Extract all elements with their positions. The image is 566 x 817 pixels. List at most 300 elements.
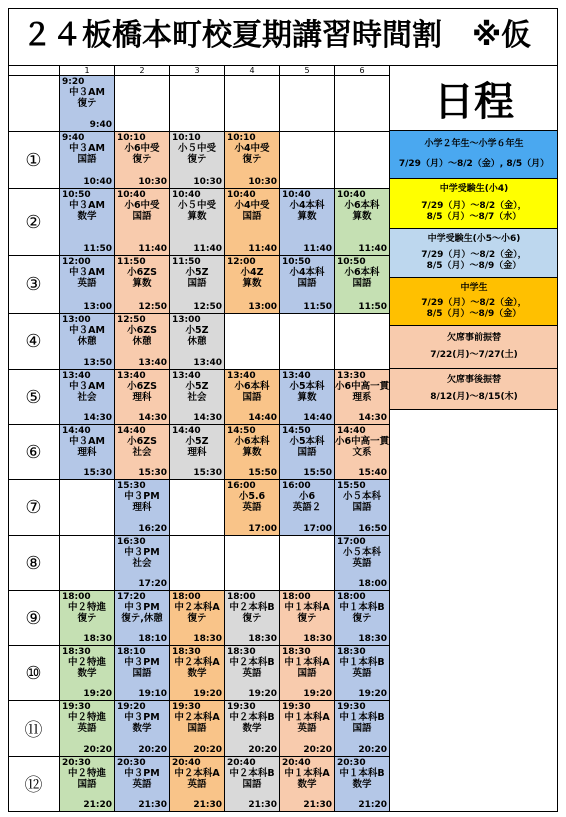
subject: 数学 [352, 779, 372, 790]
class-name: 小4本科 [289, 200, 325, 211]
empty-slot [115, 76, 170, 132]
schedule-item-title: 欠席事前振替 [446, 332, 501, 343]
start-time: 18:30 [282, 647, 311, 657]
end-time: 19:10 [138, 689, 167, 699]
class-slot [335, 646, 390, 701]
class-name: 中１本科B [339, 602, 385, 613]
subject: 国語 [297, 447, 317, 458]
subject: 国語 [352, 278, 372, 289]
start-time: 19:30 [62, 702, 91, 712]
class-name: 小4Z [240, 267, 264, 278]
class-name: 中２本科B [229, 602, 275, 613]
empty-slot [170, 76, 225, 132]
subject: 理系 [352, 392, 372, 403]
subject: 国語 [187, 278, 207, 289]
class-name: 中２本科A [174, 602, 220, 613]
subject: 英語２ [292, 502, 322, 513]
end-time: 14:30 [193, 413, 222, 423]
class-name: 小6中高一貫 [335, 381, 390, 392]
subject: 国語 [242, 392, 262, 403]
start-time: 19:20 [117, 702, 146, 712]
end-time: 13:40 [138, 358, 167, 368]
start-time: 10:40 [172, 190, 201, 200]
subject: 理科 [187, 447, 207, 458]
end-time: 14:30 [83, 413, 112, 423]
subject: 復テ [187, 613, 207, 624]
start-time: 10:40 [227, 190, 256, 200]
end-time: 17:20 [138, 579, 167, 589]
class-name: 小5Z [185, 381, 209, 392]
class-name: 小6ZS [127, 436, 157, 447]
class-name: 小6ZS [127, 381, 157, 392]
end-time: 11:40 [193, 244, 222, 254]
start-time: 19:30 [337, 702, 366, 712]
empty-slot [60, 480, 115, 536]
period-label [8, 76, 60, 132]
subject: 英語 [187, 779, 207, 790]
class-slot [335, 189, 390, 256]
subject: 英語 [77, 278, 97, 289]
column-header: 4 [225, 66, 280, 76]
class-slot [60, 701, 115, 757]
class-slot [60, 76, 115, 132]
end-time: 15:30 [193, 468, 222, 478]
subject: 国語 [352, 723, 372, 734]
end-time: 18:30 [303, 634, 332, 644]
class-slot [280, 256, 335, 314]
schedule-date-line: 8/5（月）～8/7（水） [426, 211, 522, 222]
start-time: 11:50 [172, 257, 201, 267]
class-slot [280, 646, 335, 701]
class-name: 小5本科 [289, 436, 325, 447]
class-slot [115, 425, 170, 480]
class-slot [115, 256, 170, 314]
subject: 理科 [132, 392, 152, 403]
start-time: 10:50 [282, 257, 311, 267]
start-time: 14:40 [117, 426, 146, 436]
empty-slot [280, 132, 335, 189]
empty-slot [280, 536, 335, 591]
class-slot [60, 132, 115, 189]
end-time: 13:40 [193, 358, 222, 368]
schedule-date-line: 8/12(月)～8/15(木) [430, 392, 518, 402]
class-name: 中２本科B [229, 712, 275, 723]
schedule-item-dates [399, 159, 549, 170]
end-time: 21:30 [193, 800, 222, 810]
class-name: 中２本科B [229, 657, 275, 668]
class-name: 小５本科 [342, 547, 381, 558]
class-slot [60, 757, 115, 812]
start-time: 20:40 [227, 758, 256, 768]
period-label: ⑧ [8, 536, 60, 591]
empty-slot [170, 536, 225, 591]
start-time: 12:50 [117, 315, 146, 325]
class-slot [280, 480, 335, 536]
start-time: 10:50 [62, 190, 91, 200]
page-title: ２４板橋本町校夏期講習時間割 ※仮 [8, 8, 558, 66]
class-slot [225, 370, 280, 425]
subject: 英語 [77, 723, 97, 734]
start-time: 18:00 [172, 592, 201, 602]
class-slot [60, 646, 115, 701]
end-time: 20:20 [83, 745, 112, 755]
end-time: 10:30 [138, 177, 167, 187]
schedule-item-dates [421, 298, 526, 320]
class-name: 小6ZS [127, 267, 157, 278]
class-slot [225, 256, 280, 314]
class-name: 中１本科A [284, 768, 330, 779]
empty-slot [225, 536, 280, 591]
subject: 数学 [132, 723, 152, 734]
class-slot [60, 256, 115, 314]
schedule-item-elementary [390, 131, 558, 179]
class-name: 中１本科B [339, 657, 385, 668]
schedule-date-line: 7/29（月）～8/2（金）， [421, 250, 527, 260]
end-time: 13:50 [83, 358, 112, 368]
start-time: 10:10 [117, 133, 146, 143]
class-slot [335, 701, 390, 757]
start-time: 9:20 [62, 77, 85, 87]
end-time: 16:20 [138, 524, 167, 534]
class-slot [335, 591, 390, 646]
period-label: ⑦ [8, 480, 60, 536]
class-slot [335, 425, 390, 480]
start-time: 9:40 [62, 133, 85, 143]
start-time: 17:00 [337, 537, 366, 547]
schedule-date-line: 7/22(月)～7/27(土) [430, 350, 518, 361]
period-label: ① [8, 132, 60, 189]
end-time: 18:00 [358, 579, 387, 589]
grid-corner [8, 66, 60, 76]
schedule-date-line: 8/5（月）～8/9（金） [426, 261, 522, 271]
class-name: 小6中受 [124, 143, 160, 154]
end-time: 15:30 [83, 468, 112, 478]
schedule-item-title: 中学生 [460, 282, 488, 293]
end-time: 20:20 [248, 745, 277, 755]
period-label: ⑩ [8, 646, 60, 701]
start-time: 18:30 [62, 647, 91, 657]
period-label: ⑪ [8, 701, 60, 757]
class-name: 中２本科B [229, 768, 275, 779]
start-time: 19:30 [282, 702, 311, 712]
class-name: 中２本科A [174, 712, 220, 723]
class-name: 中３AM [69, 381, 105, 392]
class-slot [335, 536, 390, 591]
class-slot [60, 370, 115, 425]
class-slot [115, 757, 170, 812]
subject: 社会 [187, 392, 207, 403]
class-slot [115, 480, 170, 536]
subject: 国語 [132, 668, 152, 679]
start-time: 19:30 [172, 702, 201, 712]
schedule-item-makeup-before [390, 326, 558, 369]
start-time: 13:00 [62, 315, 91, 325]
schedule-heading: 日程 [390, 66, 558, 131]
class-slot [60, 425, 115, 480]
start-time: 13:40 [117, 371, 146, 381]
subject: 復テ [187, 154, 207, 165]
start-time: 13:40 [282, 371, 311, 381]
subject: 算数 [352, 211, 372, 222]
column-header: 6 [335, 66, 390, 76]
subject: 算数 [242, 447, 262, 458]
class-slot [225, 591, 280, 646]
start-time: 10:10 [227, 133, 256, 143]
schedule-date-line: 7/29（月）～8/2（金）， [421, 298, 527, 309]
subject: 数学 [297, 779, 317, 790]
start-time: 12:00 [62, 257, 91, 267]
class-slot [225, 132, 280, 189]
end-time: 18:30 [358, 634, 387, 644]
start-time: 18:00 [337, 592, 366, 602]
end-time: 14:30 [138, 413, 167, 423]
start-time: 13:40 [172, 371, 201, 381]
empty-slot [60, 536, 115, 591]
class-slot [280, 701, 335, 757]
end-time: 15:30 [138, 468, 167, 478]
subject: 算数 [187, 211, 207, 222]
class-slot [225, 646, 280, 701]
schedule-item-exam-4th [390, 179, 558, 229]
class-name: 中３PM [124, 491, 160, 502]
subject: 復テ [242, 154, 262, 165]
start-time: 20:40 [282, 758, 311, 768]
schedule-item-dates [421, 201, 526, 223]
class-slot [280, 370, 335, 425]
class-name: 小５中受 [177, 143, 216, 154]
subject: 数学 [242, 723, 262, 734]
subject: 英語 [242, 502, 262, 513]
class-slot [170, 701, 225, 757]
start-time: 10:40 [117, 190, 146, 200]
end-time: 14:40 [303, 413, 332, 423]
schedule-date-line: 8/5（月）～8/9（金） [426, 309, 522, 320]
class-name: 中１本科A [284, 602, 330, 613]
subject: 英語 [242, 668, 262, 679]
subject: 復テ [352, 613, 372, 624]
timetable-grid [8, 66, 390, 812]
end-time: 11:50 [303, 302, 332, 312]
class-slot [280, 425, 335, 480]
class-name: 小6 [298, 491, 316, 502]
class-slot [170, 646, 225, 701]
class-slot [335, 256, 390, 314]
subject: 算数 [297, 211, 317, 222]
end-time: 11:40 [248, 244, 277, 254]
end-time: 11:40 [358, 244, 387, 254]
empty-slot [335, 76, 390, 132]
class-name: 小5Z [185, 436, 209, 447]
start-time: 10:40 [282, 190, 311, 200]
class-name: 中３AM [69, 200, 105, 211]
class-name: 中３AM [69, 436, 105, 447]
class-slot [60, 189, 115, 256]
end-time: 19:20 [248, 689, 277, 699]
subject: 英語 [297, 723, 317, 734]
class-name: 小4中受 [234, 143, 270, 154]
start-time: 18:30 [172, 647, 201, 657]
end-time: 14:40 [248, 413, 277, 423]
class-slot [280, 591, 335, 646]
class-name: 小５本科 [342, 491, 381, 502]
subject: 国語 [187, 723, 207, 734]
start-time: 13:00 [172, 315, 201, 325]
end-time: 11:50 [83, 244, 112, 254]
end-time: 10:30 [248, 177, 277, 187]
class-name: 中１本科B [339, 768, 385, 779]
start-time: 10:50 [337, 257, 366, 267]
schedule-item-dates [430, 392, 518, 403]
start-time: 12:00 [227, 257, 256, 267]
end-time: 20:20 [193, 745, 222, 755]
class-name: 中１本科A [284, 657, 330, 668]
class-name: 小6ZS [127, 325, 157, 336]
class-name: 小4中受 [234, 200, 270, 211]
column-header: 2 [115, 66, 170, 76]
subject: 復テ,休憩 [121, 613, 163, 624]
class-slot [115, 132, 170, 189]
class-name: 中３AM [69, 325, 105, 336]
end-time: 18:30 [193, 634, 222, 644]
end-time: 21:30 [248, 800, 277, 810]
subject: 算数 [242, 278, 262, 289]
end-time: 15:50 [303, 468, 332, 478]
class-slot [115, 370, 170, 425]
class-name: 小4本科 [289, 267, 325, 278]
start-time: 14:40 [172, 426, 201, 436]
start-time: 13:40 [62, 371, 91, 381]
end-time: 21:30 [303, 800, 332, 810]
schedule-item-title: 中学受験生(小4) [439, 184, 509, 195]
class-slot [170, 757, 225, 812]
subject: 国語 [242, 779, 262, 790]
start-time: 14:40 [62, 426, 91, 436]
class-slot [170, 314, 225, 370]
class-name: 小6中受 [124, 200, 160, 211]
start-time: 20:30 [62, 758, 91, 768]
class-name: 中３PM [124, 768, 160, 779]
class-name: 中２特進 [67, 768, 106, 779]
period-label: ④ [8, 314, 60, 370]
schedule-date-line: 7/29（月）～8/2（金）, 8/5（月） [398, 158, 550, 169]
start-time: 18:30 [227, 647, 256, 657]
subject: 国語 [77, 779, 97, 790]
start-time: 20:30 [117, 758, 146, 768]
end-time: 19:20 [193, 689, 222, 699]
start-time: 18:10 [117, 647, 146, 657]
subject: 社会 [77, 392, 97, 403]
class-slot [225, 189, 280, 256]
class-name: 中３AM [69, 267, 105, 278]
class-name: 小5.6 [238, 491, 266, 502]
end-time: 10:40 [83, 177, 112, 187]
subject: 休憩 [77, 336, 97, 347]
start-time: 13:30 [337, 371, 366, 381]
period-label: ③ [8, 256, 60, 314]
class-slot [115, 646, 170, 701]
class-name: 小6中高一貫 [335, 436, 390, 447]
schedule-panel [390, 66, 558, 812]
subject: 算数 [297, 392, 317, 403]
class-slot [115, 314, 170, 370]
end-time: 17:00 [303, 524, 332, 534]
end-time: 14:30 [358, 413, 387, 423]
start-time: 20:40 [172, 758, 201, 768]
end-time: 11:50 [358, 302, 387, 312]
start-time: 14:50 [282, 426, 311, 436]
end-time: 9:40 [89, 120, 112, 130]
end-time: 11:40 [138, 244, 167, 254]
class-slot [170, 370, 225, 425]
start-time: 18:00 [62, 592, 91, 602]
end-time: 18:30 [83, 634, 112, 644]
end-time: 12:50 [138, 302, 167, 312]
subject: 復テ [77, 613, 97, 624]
start-time: 16:00 [282, 481, 311, 491]
end-time: 20:20 [138, 745, 167, 755]
start-time: 13:40 [227, 371, 256, 381]
schedule-item-exam-5th-6th [390, 229, 558, 278]
class-slot [60, 314, 115, 370]
start-time: 16:00 [227, 481, 256, 491]
class-name: 中２本科A [174, 657, 220, 668]
subject: 英語 [132, 779, 152, 790]
end-time: 19:20 [303, 689, 332, 699]
subject: 理科 [132, 502, 152, 513]
subject: 社会 [132, 558, 152, 569]
start-time: 15:30 [117, 481, 146, 491]
schedule-item-junior-high [390, 278, 558, 326]
class-name: 中１本科B [339, 712, 385, 723]
start-time: 10:40 [337, 190, 366, 200]
empty-slot [335, 132, 390, 189]
start-time: 20:30 [337, 758, 366, 768]
end-time: 11:40 [303, 244, 332, 254]
class-slot [170, 132, 225, 189]
subject: 復テ [297, 613, 317, 624]
start-time: 19:30 [227, 702, 256, 712]
empty-slot [335, 314, 390, 370]
class-name: 中２特進 [67, 602, 106, 613]
end-time: 15:40 [358, 468, 387, 478]
class-name: 中２特進 [67, 657, 106, 668]
subject: 復テ [77, 98, 97, 109]
empty-slot [225, 76, 280, 132]
subject: 国語 [297, 278, 317, 289]
class-slot [335, 757, 390, 812]
end-time: 17:00 [248, 524, 277, 534]
subject: 数学 [187, 668, 207, 679]
class-slot [335, 480, 390, 536]
empty-slot [170, 480, 225, 536]
class-slot [335, 370, 390, 425]
class-name: 中３PM [124, 547, 160, 558]
end-time: 10:30 [193, 177, 222, 187]
start-time: 11:50 [117, 257, 146, 267]
empty-slot [280, 314, 335, 370]
end-time: 12:50 [193, 302, 222, 312]
start-time: 18:00 [227, 592, 256, 602]
class-name: 中２本科A [174, 768, 220, 779]
end-time: 19:20 [358, 689, 387, 699]
period-label: ⑫ [8, 757, 60, 812]
end-time: 13:00 [83, 302, 112, 312]
start-time: 15:50 [337, 481, 366, 491]
class-name: 小6本科 [234, 381, 270, 392]
column-header: 5 [280, 66, 335, 76]
start-time: 16:30 [117, 537, 146, 547]
subject: 国語 [297, 668, 317, 679]
